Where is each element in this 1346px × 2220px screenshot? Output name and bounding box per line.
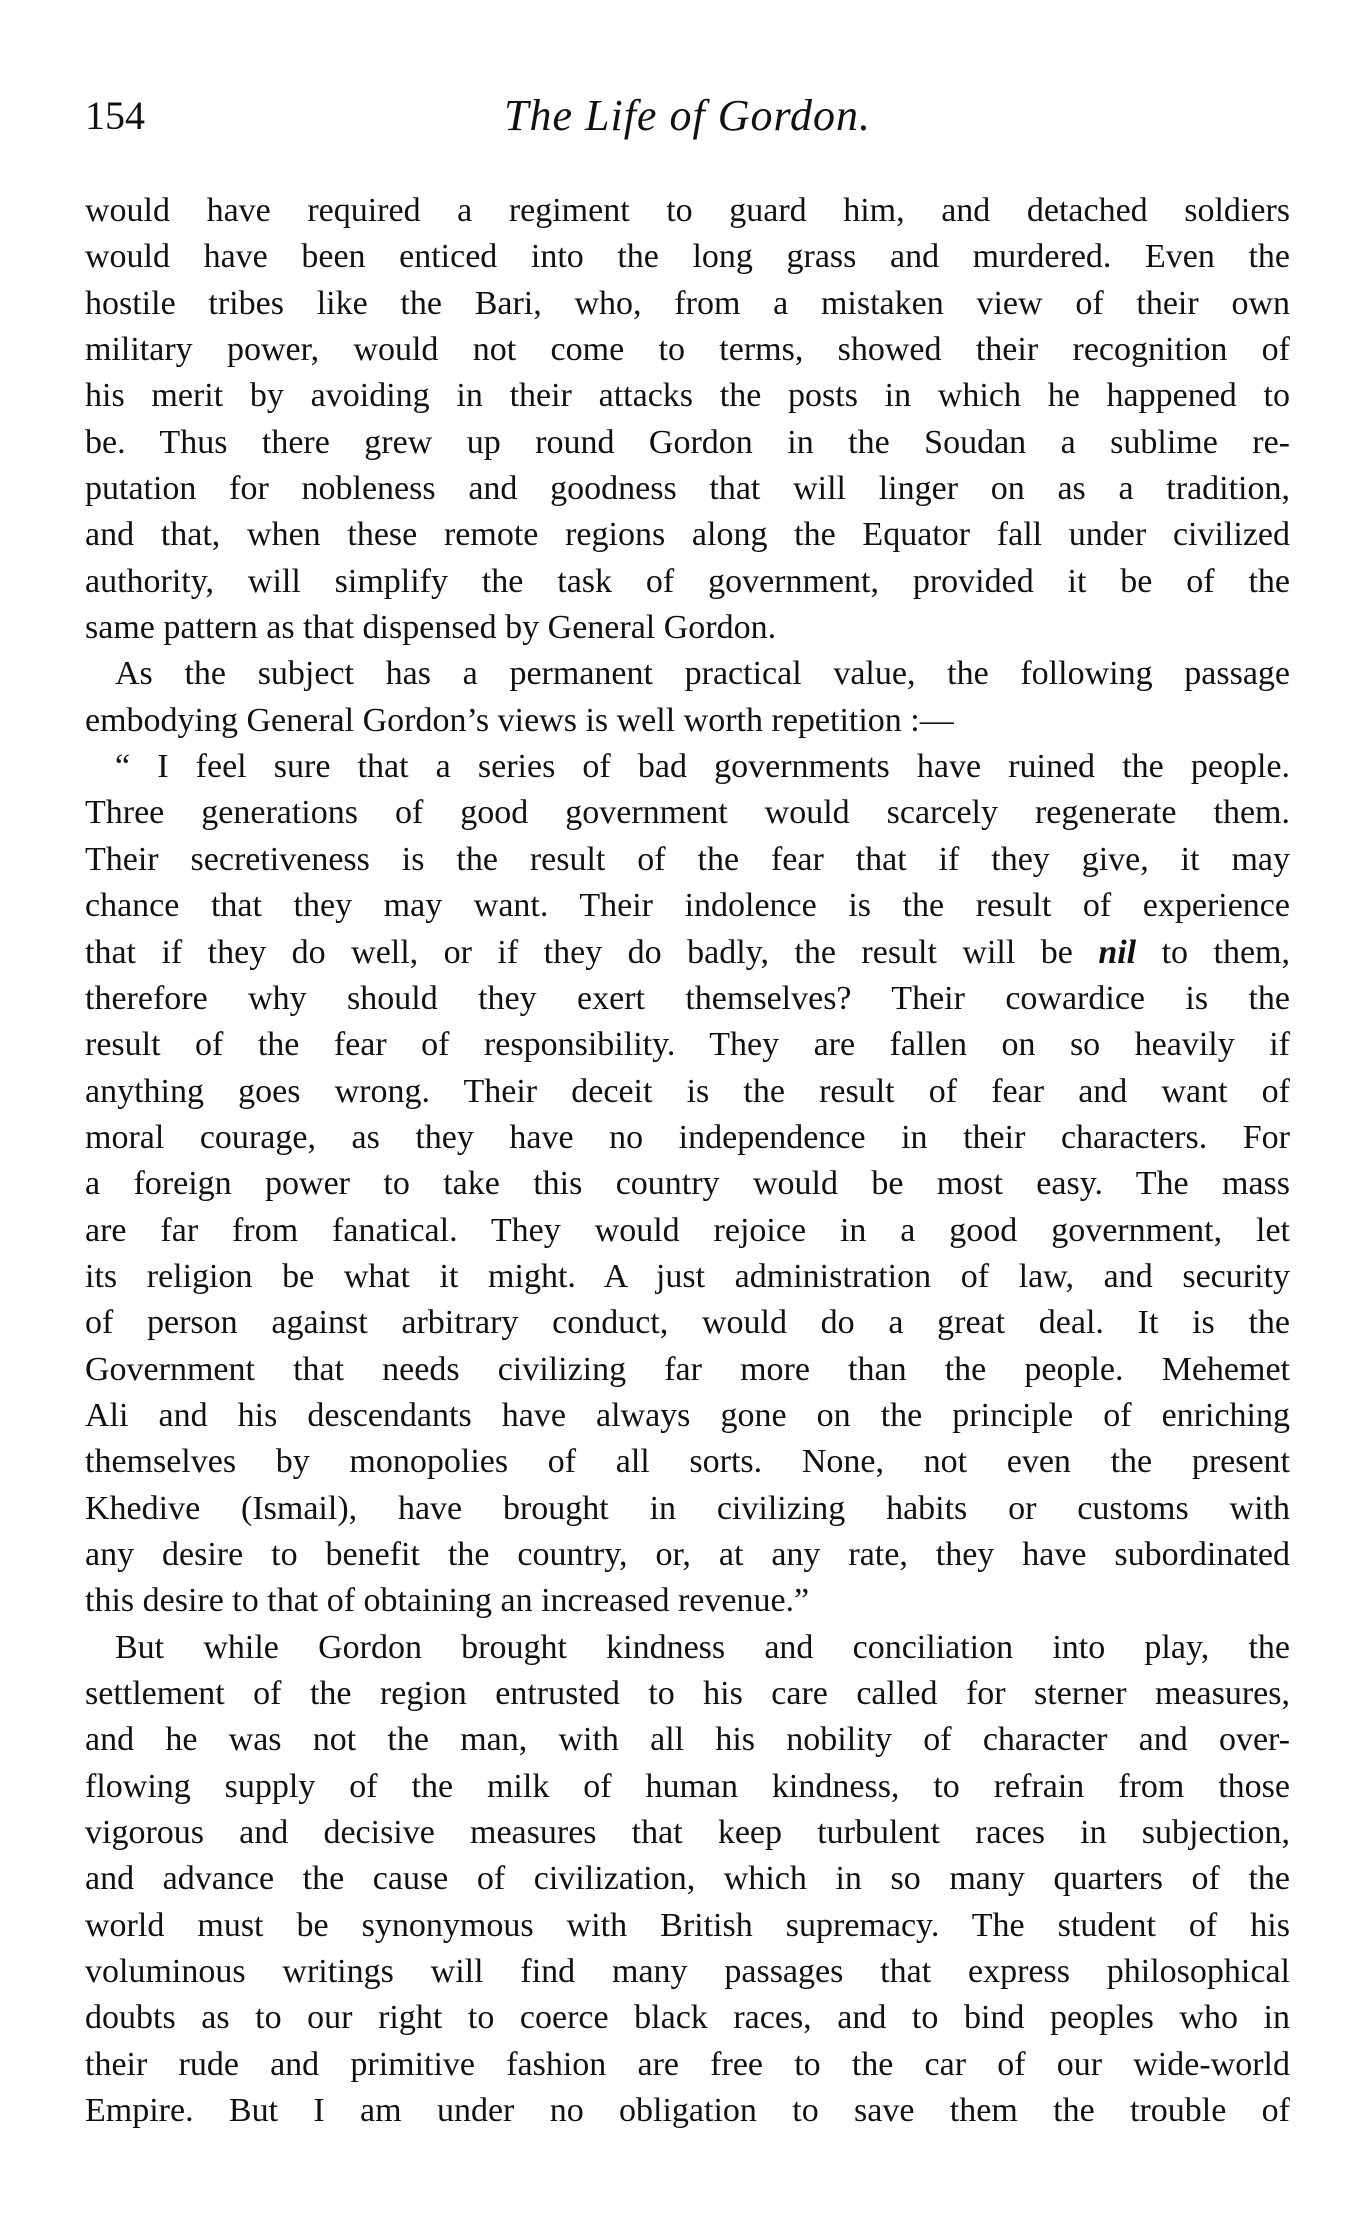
text-line: Empire. But I am under no obligation to save them the trouble of [85, 2092, 1290, 2130]
text-line [85, 930, 1290, 976]
text-line: As the subject has a permanent practical value, the following passage [115, 655, 1290, 693]
text-line: themselves by monopolies of all sorts. None, not even the present [85, 1443, 1290, 1481]
text-line: moral courage, as they have no independence in their characters. For [85, 1118, 1290, 1156]
text-line: authority, will simplify the task of government, provided it be of the [85, 562, 1290, 600]
text-line: of person against arbitrary conduct, would do a great deal. It is the [85, 1304, 1290, 1342]
text-line: this desire to that of obtaining an increased revenue.” [85, 1582, 810, 1620]
text-line: military power, would not come to terms, showed their recognition of [85, 331, 1290, 369]
page-number: 154 [85, 93, 145, 138]
text-line: hostile tribes like the Bari, who, from a mistaken view of their own [85, 284, 1290, 322]
text-line: doubts as to our right to coerce black races, and to bind peoples who in [85, 1999, 1290, 2037]
text-line: Government that needs civilizing far more than the people. Mehemet [85, 1350, 1290, 1388]
text-line: chance that they may want. Their indolence is the result of experience [85, 887, 1290, 925]
running-title: The Life of Gordon. [504, 91, 871, 140]
text-line: his merit by avoiding in their attacks the posts in which he happened to [85, 377, 1290, 415]
text-line: Their secretiveness is the result of the fear that if they give, it may [85, 840, 1290, 878]
text-line: would have required a regiment to guard him, and detached soldiers [85, 192, 1290, 229]
text-line: and he was not the man, with all his nobility of character and over- [85, 1721, 1290, 1759]
text-line: same pattern as that dispensed by General Gordon. [85, 609, 777, 647]
italic-word: nil [1098, 933, 1137, 971]
text-line: and that, when these remote regions along the Equator fall under civilized [85, 516, 1290, 554]
text-line: settlement of the region entrusted to his care called for sterner measures, [85, 1675, 1290, 1712]
text-line: therefore why should they exert themselves? Their cowardice is the [85, 979, 1290, 1017]
text-line: But while Gordon brought kindness and conciliation into play, the [115, 1628, 1290, 1666]
text-line: flowing supply of the milk of human kindness, to refrain from those [85, 1767, 1290, 1805]
text-line: vigorous and decisive measures that keep turbulent races in subjection, [85, 1814, 1290, 1852]
text-line: embodying General Gordon’s views is well worth repetition :— [85, 701, 954, 739]
text-line: Three generations of good government would scarcely regenerate them. [85, 794, 1290, 832]
text-line: and advance the cause of civilization, which in so many quarters of the [85, 1860, 1290, 1898]
text-line: a foreign power to take this country would be most easy. The mass [85, 1165, 1290, 1203]
page-body-text [85, 188, 1290, 2134]
text-line: any desire to benefit the country, or, at any rate, they have subordinated [85, 1535, 1290, 1573]
text-line: anything goes wrong. Their deceit is the result of fear and want of [85, 1072, 1290, 1110]
text-line: result of the fear of responsibility. They are fallen on so heavily if [85, 1026, 1290, 1064]
text-segment: to them, [1136, 933, 1290, 971]
text-line: are far from fanatical. They would rejoice in a good government, let [85, 1211, 1290, 1249]
text-line: Khedive (Ismail), have brought in civilizing habits or customs with [85, 1489, 1290, 1527]
text-line: be. Thus there grew up round Gordon in the Soudan a sublime re- [85, 423, 1290, 461]
text-line: “ I feel sure that a series of bad governments have ruined the people. [115, 748, 1290, 786]
text-line: Ali and his descendants have always gone on the principle of enriching [85, 1396, 1290, 1434]
text-line: world must be synonymous with British supremacy. The student of his [85, 1906, 1290, 1944]
text-line: putation for nobleness and goodness that will linger on as a tradition, [85, 470, 1290, 508]
running-header [85, 92, 1290, 152]
text-line: would have been enticed into the long grass and murdered. Even the [85, 238, 1290, 276]
text-line: its religion be what it might. A just administration of law, and security [85, 1257, 1290, 1295]
text-line: voluminous writings will find many passages that express philosophical [85, 1953, 1290, 1991]
text-line: their rude and primitive fashion are free to the car of our wide-world [85, 2045, 1290, 2083]
text-segment: that if they do well, or if they do badly, the result will be [85, 933, 1099, 971]
